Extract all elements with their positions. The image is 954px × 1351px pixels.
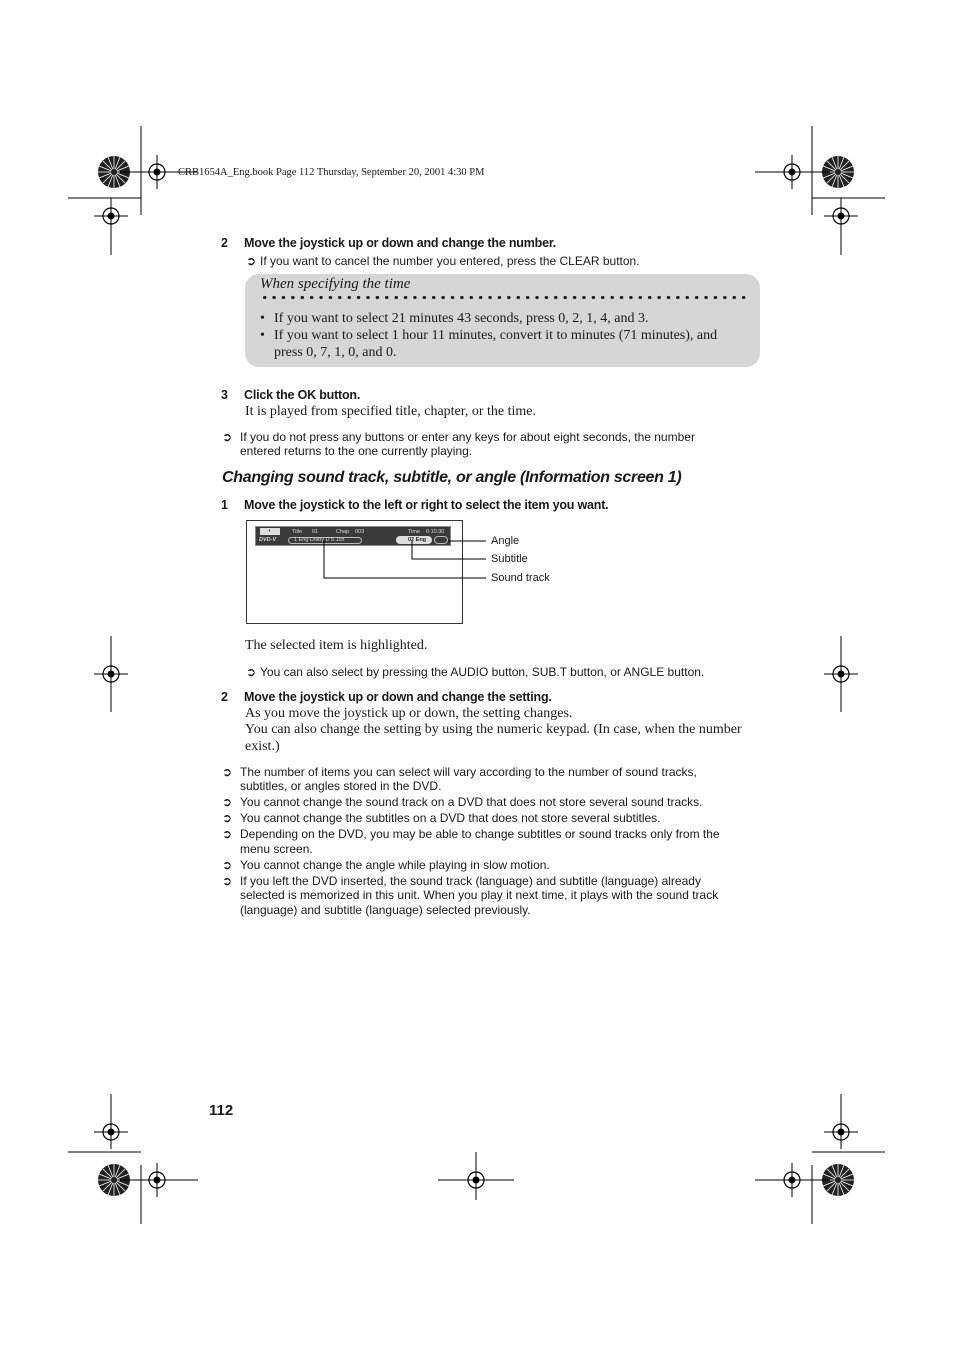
note-6-line-3: (language) and subtitle (language) selected previously. xyxy=(240,903,531,917)
osd-chap-label: Chap xyxy=(336,529,350,535)
note-2: You cannot change the sound track on a DVD that does not store several sound tracks. xyxy=(240,795,703,809)
note-5: You cannot change the angle while playing in slow motion. xyxy=(240,858,550,872)
note-6-line-1: If you left the DVD inserted, the sound track (language) and subtitle (language) already xyxy=(240,874,701,888)
note-arrow-icon: ➲ xyxy=(222,765,233,779)
time-tip-title: When specifying the time xyxy=(260,276,411,292)
disc-icon: ◐ xyxy=(260,528,280,535)
step-number: 2 xyxy=(221,236,228,250)
note-arrow-icon: ➲ xyxy=(222,795,233,809)
step-3-note-line-2: entered returns to the one currently playing. xyxy=(240,444,473,458)
note-arrow-icon: ➲ xyxy=(222,874,233,888)
bullet-icon: • xyxy=(260,311,265,326)
step-3-note-line-1: If you do not press any buttons or enter any keys for about eight seconds, the number xyxy=(240,430,695,444)
callout-sound-track: Sound track xyxy=(491,572,550,584)
note-arrow-icon: ➲ xyxy=(222,811,233,825)
osd-chap-value: 003 xyxy=(355,529,365,535)
note-1-line-2: subtitles, or angles stored in the DVD. xyxy=(240,779,442,793)
highlight-text: The selected item is highlighted. xyxy=(245,638,428,653)
callout-subtitle: Subtitle xyxy=(491,553,528,565)
osd-title-label: Title xyxy=(292,529,303,535)
step-title: Click the OK button. xyxy=(244,388,361,402)
step-number: 2 xyxy=(221,690,228,704)
step-2-note: ➲ If you want to cancel the number you entered, press the CLEAR button. xyxy=(246,254,640,268)
step-number: 3 xyxy=(221,388,228,402)
osd-time-value: 0:10:30 xyxy=(426,529,445,535)
note-4-line-2: menu screen. xyxy=(240,842,313,856)
step-title: Move the joystick to the left or right to select the item you want. xyxy=(244,498,609,512)
step-3-body: It is played from specified title, chapter, or the time. xyxy=(245,404,537,419)
note-3: You cannot change the subtitles on a DVD that does not store several subtitles. xyxy=(240,811,661,825)
time-tip-bullet-1: If you want to select 21 minutes 43 seconds, press 0, 2, 1, 4, and 3. xyxy=(274,311,649,326)
note-arrow-icon: ➲ xyxy=(222,858,233,872)
note-arrow-icon: ➲ xyxy=(246,254,257,268)
note-1-line-1: The number of items you can select will vary according to the number of sound tracks, xyxy=(240,765,697,779)
step-title: Move the joystick up or down and change the number. xyxy=(244,236,557,250)
step-number: 1 xyxy=(221,498,228,512)
step-2-body-line-1: As you move the joystick up or down, the setting changes. xyxy=(245,706,573,721)
note-6-line-2: selected is memorized in this unit. When you play it next time, it plays with the sound track xyxy=(240,888,719,902)
osd-sound-track: 1 Eng Dolby D 5.1ch xyxy=(294,537,345,543)
note-4-line-1: Depending on the DVD, you may be able to change subtitles or sound tracks only from the xyxy=(240,827,720,841)
file-info-header: CRB1654A_Eng.book Page 112 Thursday, September 20, 2001 4:30 PM xyxy=(178,167,485,178)
osd-title-value: 01 xyxy=(312,529,319,535)
osd-time-label: Time xyxy=(408,529,421,535)
callout-angle: Angle xyxy=(491,535,520,547)
osd-subtitle: 02 Eng xyxy=(408,537,427,543)
section-heading: Changing sound track, subtitle, or angle (Information screen 1) xyxy=(222,469,682,486)
bullet-icon: • xyxy=(260,328,265,343)
time-tip-bullet-2-cont: press 0, 7, 1, 0, and 0. xyxy=(274,345,397,360)
step-2-body-line-3: exist.) xyxy=(245,739,280,754)
figure-note: ➲ You can also select by pressing the AUDIO button, SUB.T button, or ANGLE button. xyxy=(246,665,705,679)
page-number: 112 xyxy=(209,1102,234,1119)
step-title: Move the joystick up or down and change the setting. xyxy=(244,690,552,704)
note-arrow-icon: ➲ xyxy=(222,827,233,841)
time-tip-bullet-2: If you want to select 1 hour 11 minutes, convert it to minutes (71 minutes), and xyxy=(274,328,718,343)
dvd-logo: DVD-V xyxy=(259,537,277,543)
step-2-body-line-2: You can also change the setting by using the numeric keypad. (In case, when the number xyxy=(245,722,742,737)
note-arrow-icon: ➲ xyxy=(246,665,257,679)
note-arrow-icon: ➲ xyxy=(222,430,233,444)
